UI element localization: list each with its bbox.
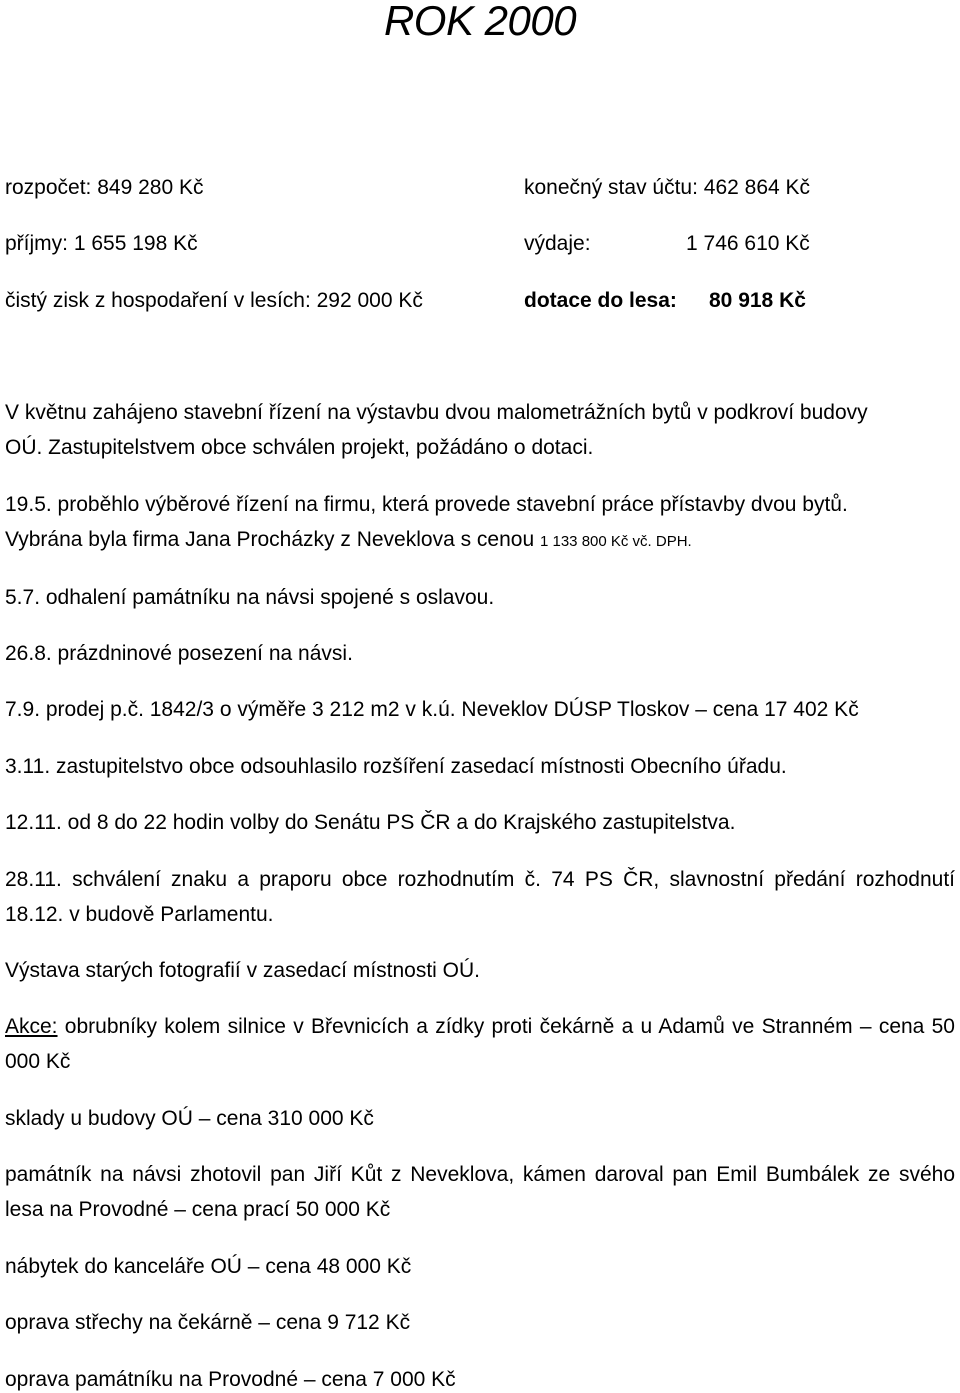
- tender-text: Vybrána byla firma Jana Procházky z Neveklova s cenou: [5, 528, 540, 551]
- exhibition-event: Výstava starých fotografií v zasedací místnosti OÚ.: [5, 959, 481, 982]
- holiday-event: 26.8. prázdninové posezení na návsi.: [5, 642, 353, 665]
- monument-action: památník na návsi zhotovil pan Jiří Kůt z Neveklova, kámen daroval pan Emil Bumbálek ze svého lesa na Provodné – cena prací 50 000 Kč: [5, 1163, 955, 1221]
- may-start-line-1: V květnu zahájeno stavební řízení na výstavbu dvou malometrážních bytů v podkroví budovy: [5, 401, 868, 424]
- memorial-repair-action: oprava památníku na Provodné – cena 7 000 Kč: [5, 1368, 456, 1391]
- forest-subsidy-label: dotace do lesa:: [524, 289, 677, 312]
- tender-line-2: [5, 527, 692, 555]
- tender-price: 1 133 800 Kč vč. DPH.: [539, 533, 692, 550]
- emblem-event: 28.11. schválení znaku a praporu obce rozhodnutím č. 74 PS ČR, slavnostní předání rozhodnutí 18.12. v budově Parlamentu.: [5, 868, 955, 926]
- forest-profit-text: čistý zisk z hospodaření v lesích: 292 000 Kč: [5, 289, 423, 312]
- page-title: ROK 2000: [383, 0, 577, 44]
- roof-action: oprava střechy na čekárně – cena 9 712 Kč: [5, 1311, 411, 1334]
- tender-line-1: 19.5. proběhlo výběrové řízení na firmu, která provede stavební práce přístavby dvou bytů.: [5, 493, 848, 516]
- storage-action: sklady u budovy OÚ – cena 310 000 Kč: [5, 1107, 374, 1130]
- elections-event: 12.11. od 8 do 22 hodin volby do Senátu PS ČR a do Krajského zastupitelstva.: [5, 811, 736, 834]
- sale-event: 7.9. prodej p.č. 1842/3 o výměře 3 212 m2 v k.ú. Neveklov DÚSP Tloskov – cena 17 402 Kč: [5, 698, 859, 721]
- actions-label: Akce:: [5, 1015, 58, 1038]
- furniture-action: nábytek do kanceláře OÚ – cena 48 000 Kč: [5, 1255, 412, 1278]
- memorial-event: 5.7. odhalení památníku na návsi spojené s oslavou.: [5, 586, 495, 609]
- expenses-label: výdaje:: [524, 232, 591, 255]
- income-text: příjmy: 1 655 198 Kč: [5, 232, 198, 255]
- forest-subsidy-value: 80 918 Kč: [709, 289, 806, 312]
- budget-text: rozpočet: 849 280 Kč: [5, 176, 204, 199]
- expenses-value: 1 746 610 Kč: [686, 232, 810, 255]
- curbs-text: obrubníky kolem silnice v Břevnicích a zídky proti čekárně a u Adamů ve Stranném – cena 50 000 Kč: [5, 1015, 955, 1073]
- curbs-action: [5, 1009, 955, 1079]
- council-event: 3.11. zastupitelstvo obce odsouhlasilo rozšíření zasedací místnosti Obecního úřadu.: [5, 755, 787, 778]
- may-start-line-2: OÚ. Zastupitelstvem obce schválen projekt, požádáno o dotaci.: [5, 436, 594, 459]
- final-balance-text: konečný stav účtu: 462 864 Kč: [524, 176, 811, 199]
